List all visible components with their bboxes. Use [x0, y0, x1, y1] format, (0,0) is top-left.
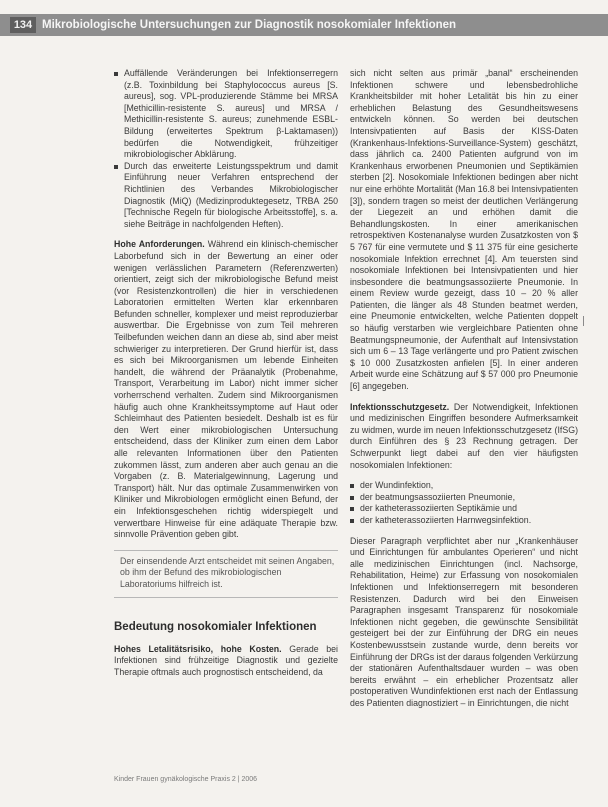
ifsg-paragraph [350, 402, 578, 472]
page-footer: Kinder Frauen gynäkologische Praxis 2 | 2006 [114, 776, 258, 783]
right-column [350, 68, 578, 718]
paragraph-scope: Dieser Paragraph verpflichtet aber nur „Krankenhäuser und Einrichtungen für ambulantes Operieren“ und nicht alle medizinischen Einrichtungen (incl. Nachsorge, Rehabilitation, Heime) zur Erfassung von nosokomialen Infektionen und Infektionserregern mit besonderen Resistenzen. Dadurch wird bei den Einweisen Paragraphen insgesamt Transparenz für nosokomiale Infektionen nicht gegeben, die gewünschte Sensibilität gesteigert bei der zur Einführung der DRG ein neues Kostenbewusstsein zustande wurde, denn bereits vor Einführung der DRGs ist der daraus folgenden Verkürzung der stationären Aufenthaltsdauer wurden – was oben bereits erwähnt – ein erheblicher Prozentsatz aller postoperativen Wundinfektionen erst nach der Entlassung des Patienten diagnostiziert – in Einrichtungen, die nicht [350, 535, 578, 708]
paragraph-text: Gerade bei Infektionen sind frühzeitige Diagnostik und gezielte Therapie oftmals auch prognostisch entscheidend, da [114, 643, 339, 677]
list-item: der katheterassoziierten Harnwegsinfektion. [350, 515, 578, 527]
margin-mark [583, 316, 584, 326]
left-bullet-list [114, 68, 338, 230]
section-heading: Bedeutung nosokomialer Infektionen [114, 620, 317, 633]
running-head-title: Mikrobiologische Untersuchungen zur Diagnostik nosokomialer Infektionen [42, 19, 457, 31]
list-item: Durch das erweiterte Leistungsspektrum und damit Einführung neuer Verfahren entsprechend der Richtlinien des Verbandes Mikrobiologischer Diagnostik (MiQ) (Medizinproduktegesetz, TRBA 250 [Technische Regeln für biologische Arbeitsstoffe], s. a. siehe Beiträge in nachfolgenden Heften). [114, 161, 338, 231]
mortality-paragraph: sich nicht selten aus primär „banal“ erscheinenden Infektionen schwere und lebensbedrohliche Krankheitsbilder mit hoher Letalität bis hin zu einer erheblichen Belastung des Gesundheitswesens entwickeln können. So werden bei deutschen Intensivpatienten auf Basis der KISS-Daten (Krankenhaus-Infektions-Surveillance-System) geschätzt, dass jährlich ca. 2400 Patienten aufgrund von im Krankenhaus erworbenen Pneumonien und Septikämien sterben [2]. Nosokomiale Infektionen bedingen aber nicht nur eine erhöhte Mortalität (Man 16.8 bei Intensivpatienten [3]), sondern tragen so meist der deutlichen Verlängerung der Liegezeit an und erhöhen damit die Behandlungskosten. In einer amerikanischen retrospektiven Kostenanalyse wurden Zusatzkosten von $ 5 767 für eine vermutete und $ 11 375 für eine gesicherte nosokomiale Infektion errechnet [4]. Am teuersten sind nosokomiale Infektionen bei Intensivpatienten und hier insbesondere die beatmungsassoziierte Pneumonie. In einem Review wurde gezeigt, dass 10 – 20 % aller Patienten, die länger als 48 Stunden beatmet werden, eine Pneumonie entwickelten, welche Patienten doppelt so häufig verstarben wie vergleichbare Patienten ohne Beatmungspneumonie, der Aufenthalt auf Intensivstation sich um 6 – 13 Tage verlängerte und pro Patient zwischen $ 10 000 Zusatzkosten anfielen [5]. In einer anderen Arbeit wurde eine Schätzung auf $ 57 000 pro Pneumonie [6] angegeben. [350, 68, 578, 392]
paragraph-lead: Infektionsschutzgesetz. [350, 401, 450, 412]
list-item: der Wundinfektion, [350, 480, 578, 492]
page-number: 134 [10, 17, 36, 33]
paragraph-lead: Hohe Anforderungen. [114, 239, 205, 250]
paragraph-text: Während ein klinisch-chemischer Laborbefund sich in der Bewertung an einer oder wenigen verlässlichen Parametern (Referenzwerten) orientiert, zeigt sich der mikrobiologische Befund meist (vor Resistenzkontrollen) die hier in verschiedenen Laboratorien ermittelten Werten klar erkennbaren Befunden schneller, komplexer und meist reproduzierbar auswertbar. Die Ergebnisse von zum Teil mehreren Teilbefunden weichen dann an diese ab, sind aber meist schwieriger zu interpretieren. Der Grund hierfür ist, dass es sich bei Mikroorganismen um lebende Einheiten handelt, die während der Präanalytik (Probenahme, Transport, Verarbeitung im Labor) nicht immer sicher vorherrschend verhalten. Zudem sind Mikroorganismen häufig auch ohne Krankheitssymptome auf Haut oder Schleimhaut des Patienten besiedelt. Deshalb ist es für den Wert einer mikrobiologischen Untersuchung entscheidend, dass der Kliniker zum einen dem Labor alle relevanten Informationen über den Patienten zukommen lässt, zum anderen aber auch genau an die Vorgaben (z. B. Materialgewinnung, Lagerung und Transport) hält. Nur das optimale Zusammenwirken von Kliniker und Mikrobiologen ermöglicht einen Befund, der ein Infektionsgeschehen richtig widerspiegelt und verwertbare Hinweise für eine adäquate Therapie bzw. sinnvolle Prävention geben gibt. [114, 239, 338, 540]
infection-type-list [350, 480, 578, 526]
left-column [114, 68, 338, 687]
list-item: der katheterassoziierten Septikämie und [350, 503, 578, 515]
running-header [0, 14, 608, 36]
note-box: Der einsendende Arzt entscheidet mit seinen Angaben, ob ihm der Befund des mikrobiologischen Laboratoriums hilfreich ist. [114, 550, 338, 598]
list-item: der beatmungsassoziierten Pneumonie, [350, 492, 578, 504]
requirements-paragraph [114, 239, 338, 540]
list-item: Auffällende Veränderungen bei Infektionserregern (z.B. Toxinbildung bei Staphylococcus aureus [S. aureus], sog. VPL-produzierende Stämme bei MRSA [Methicillin-resistente S. aureus] und MRSA / Methicillin-resistente S. aureus; zunehmende ESBL-Bildung (erweitertes Spektrum β-Laktamasen)) bedürfen die Notwendigkeit, frühzeitiger mikrobiologischer Abklärung. [114, 68, 338, 161]
paragraph-text: Der Notwendigkeit, Infektionen und medizinischen Eingriffen besondere Aufmerksamkeit zu widmen, wurde im neuen Infektionsschutzgesetz (IfSG) durch Einführen des § 23 Rechnung getragen. Der Schwerpunkt liegt dabei auf den vier häufigsten nosokomialen Infektionen: [350, 401, 578, 470]
paragraph-lead: Hohes Letalitätsrisiko, hohe Kosten. [114, 643, 282, 654]
section-intro-paragraph [114, 644, 338, 679]
